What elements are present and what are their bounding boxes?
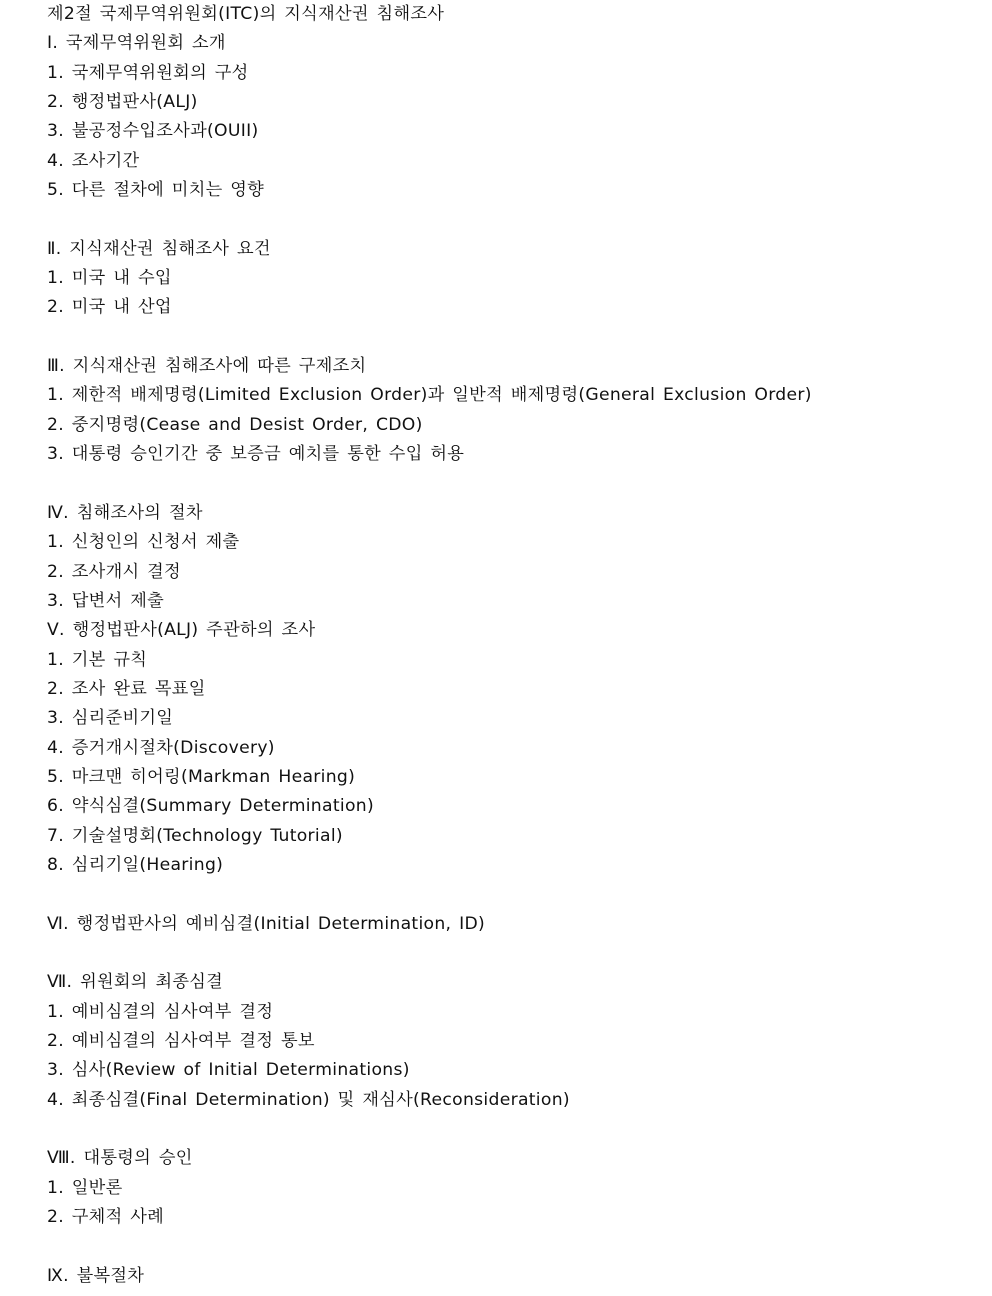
- list-item: 2. 중지명령(Cease and Desist Order, CDO): [47, 414, 423, 435]
- list-item: 3. 대통령 승인기간 중 보증금 예치를 통한 수입 허용: [47, 444, 465, 465]
- list-item: 4. 최종심결(Final Determination) 및 재심사(Reconsideration): [47, 1089, 570, 1110]
- blank-line: [47, 939, 977, 968]
- list-item: 5. 마크맨 히어링(Markman Hearing): [47, 766, 356, 787]
- section-heading: Ⅶ. 위원회의 최종심결: [47, 972, 224, 993]
- section-heading: Ⅳ. 침해조사의 절차: [47, 502, 203, 523]
- list-item: 5. 다른 절차에 미치는 영향: [47, 180, 265, 201]
- list-item: 1. 제한적 배제명령(Limited Exclusion Order)과 일반적 배제명령(General Exclusion Order): [47, 385, 812, 406]
- blank-line: [47, 323, 977, 352]
- list-item: 2. 예비심결의 심사여부 결정 통보: [47, 1031, 315, 1052]
- list-item: 2. 구체적 사례: [47, 1207, 165, 1228]
- blank-line: [47, 470, 977, 499]
- blank-line: [47, 880, 977, 909]
- list-item: 3. 심리준비기일: [47, 708, 174, 729]
- list-item: 3. 심사(Review of Initial Determinations): [47, 1060, 410, 1081]
- list-item: 8. 심리기일(Hearing): [47, 854, 224, 875]
- section-heading: Ⅴ. 행정법판사(ALJ) 주관하의 조사: [47, 620, 316, 641]
- section-heading: Ⅱ. 지식재산권 침해조사 요건: [47, 238, 271, 259]
- section-heading: Ⅲ. 지식재산권 침해조사에 따른 구제조치: [47, 356, 367, 377]
- list-item: 1. 일반론: [47, 1177, 123, 1198]
- list-item: 4. 조사기간: [47, 150, 140, 171]
- list-item: 1. 신청인의 신청서 제출: [47, 532, 240, 553]
- list-item: 3. 답변서 제출: [47, 590, 165, 611]
- list-item: 1. 예비심결의 심사여부 결정: [47, 1001, 274, 1022]
- list-item: 2. 미국 내 산업: [47, 297, 172, 318]
- table-of-contents: [47, 0, 977, 1291]
- blank-line: [47, 1115, 977, 1144]
- blank-line: [47, 205, 977, 234]
- list-item: 7. 기술설명회(Technology Tutorial): [47, 825, 343, 846]
- blank-line: [47, 1232, 977, 1261]
- section-heading: Ⅵ. 행정법판사의 예비심결(Initial Determination, ID): [47, 913, 485, 934]
- section-heading: Ⅷ. 대통령의 승인: [47, 1148, 193, 1169]
- section-heading: Ⅸ. 불복절차: [47, 1265, 145, 1286]
- list-item: 2. 조사개시 결정: [47, 561, 181, 582]
- list-item: 1. 기본 규칙: [47, 649, 148, 670]
- list-item: 1. 미국 내 수입: [47, 268, 172, 289]
- list-item: 2. 조사 완료 목표일: [47, 678, 206, 699]
- list-item: 2. 행정법판사(ALJ): [47, 92, 198, 113]
- section-heading: Ⅰ. 국제무역위원회 소개: [47, 33, 226, 54]
- list-item: 6. 약식심결(Summary Determination): [47, 796, 374, 817]
- chapter-title: 제2절 국제무역위원회(ITC)의 지식재산권 침해조사: [47, 4, 445, 24]
- list-item: 4. 증거개시절차(Discovery): [47, 737, 275, 758]
- list-item: 3. 불공정수입조사과(OUII): [47, 121, 259, 142]
- list-item: 1. 국제무역위원회의 구성: [47, 62, 249, 83]
